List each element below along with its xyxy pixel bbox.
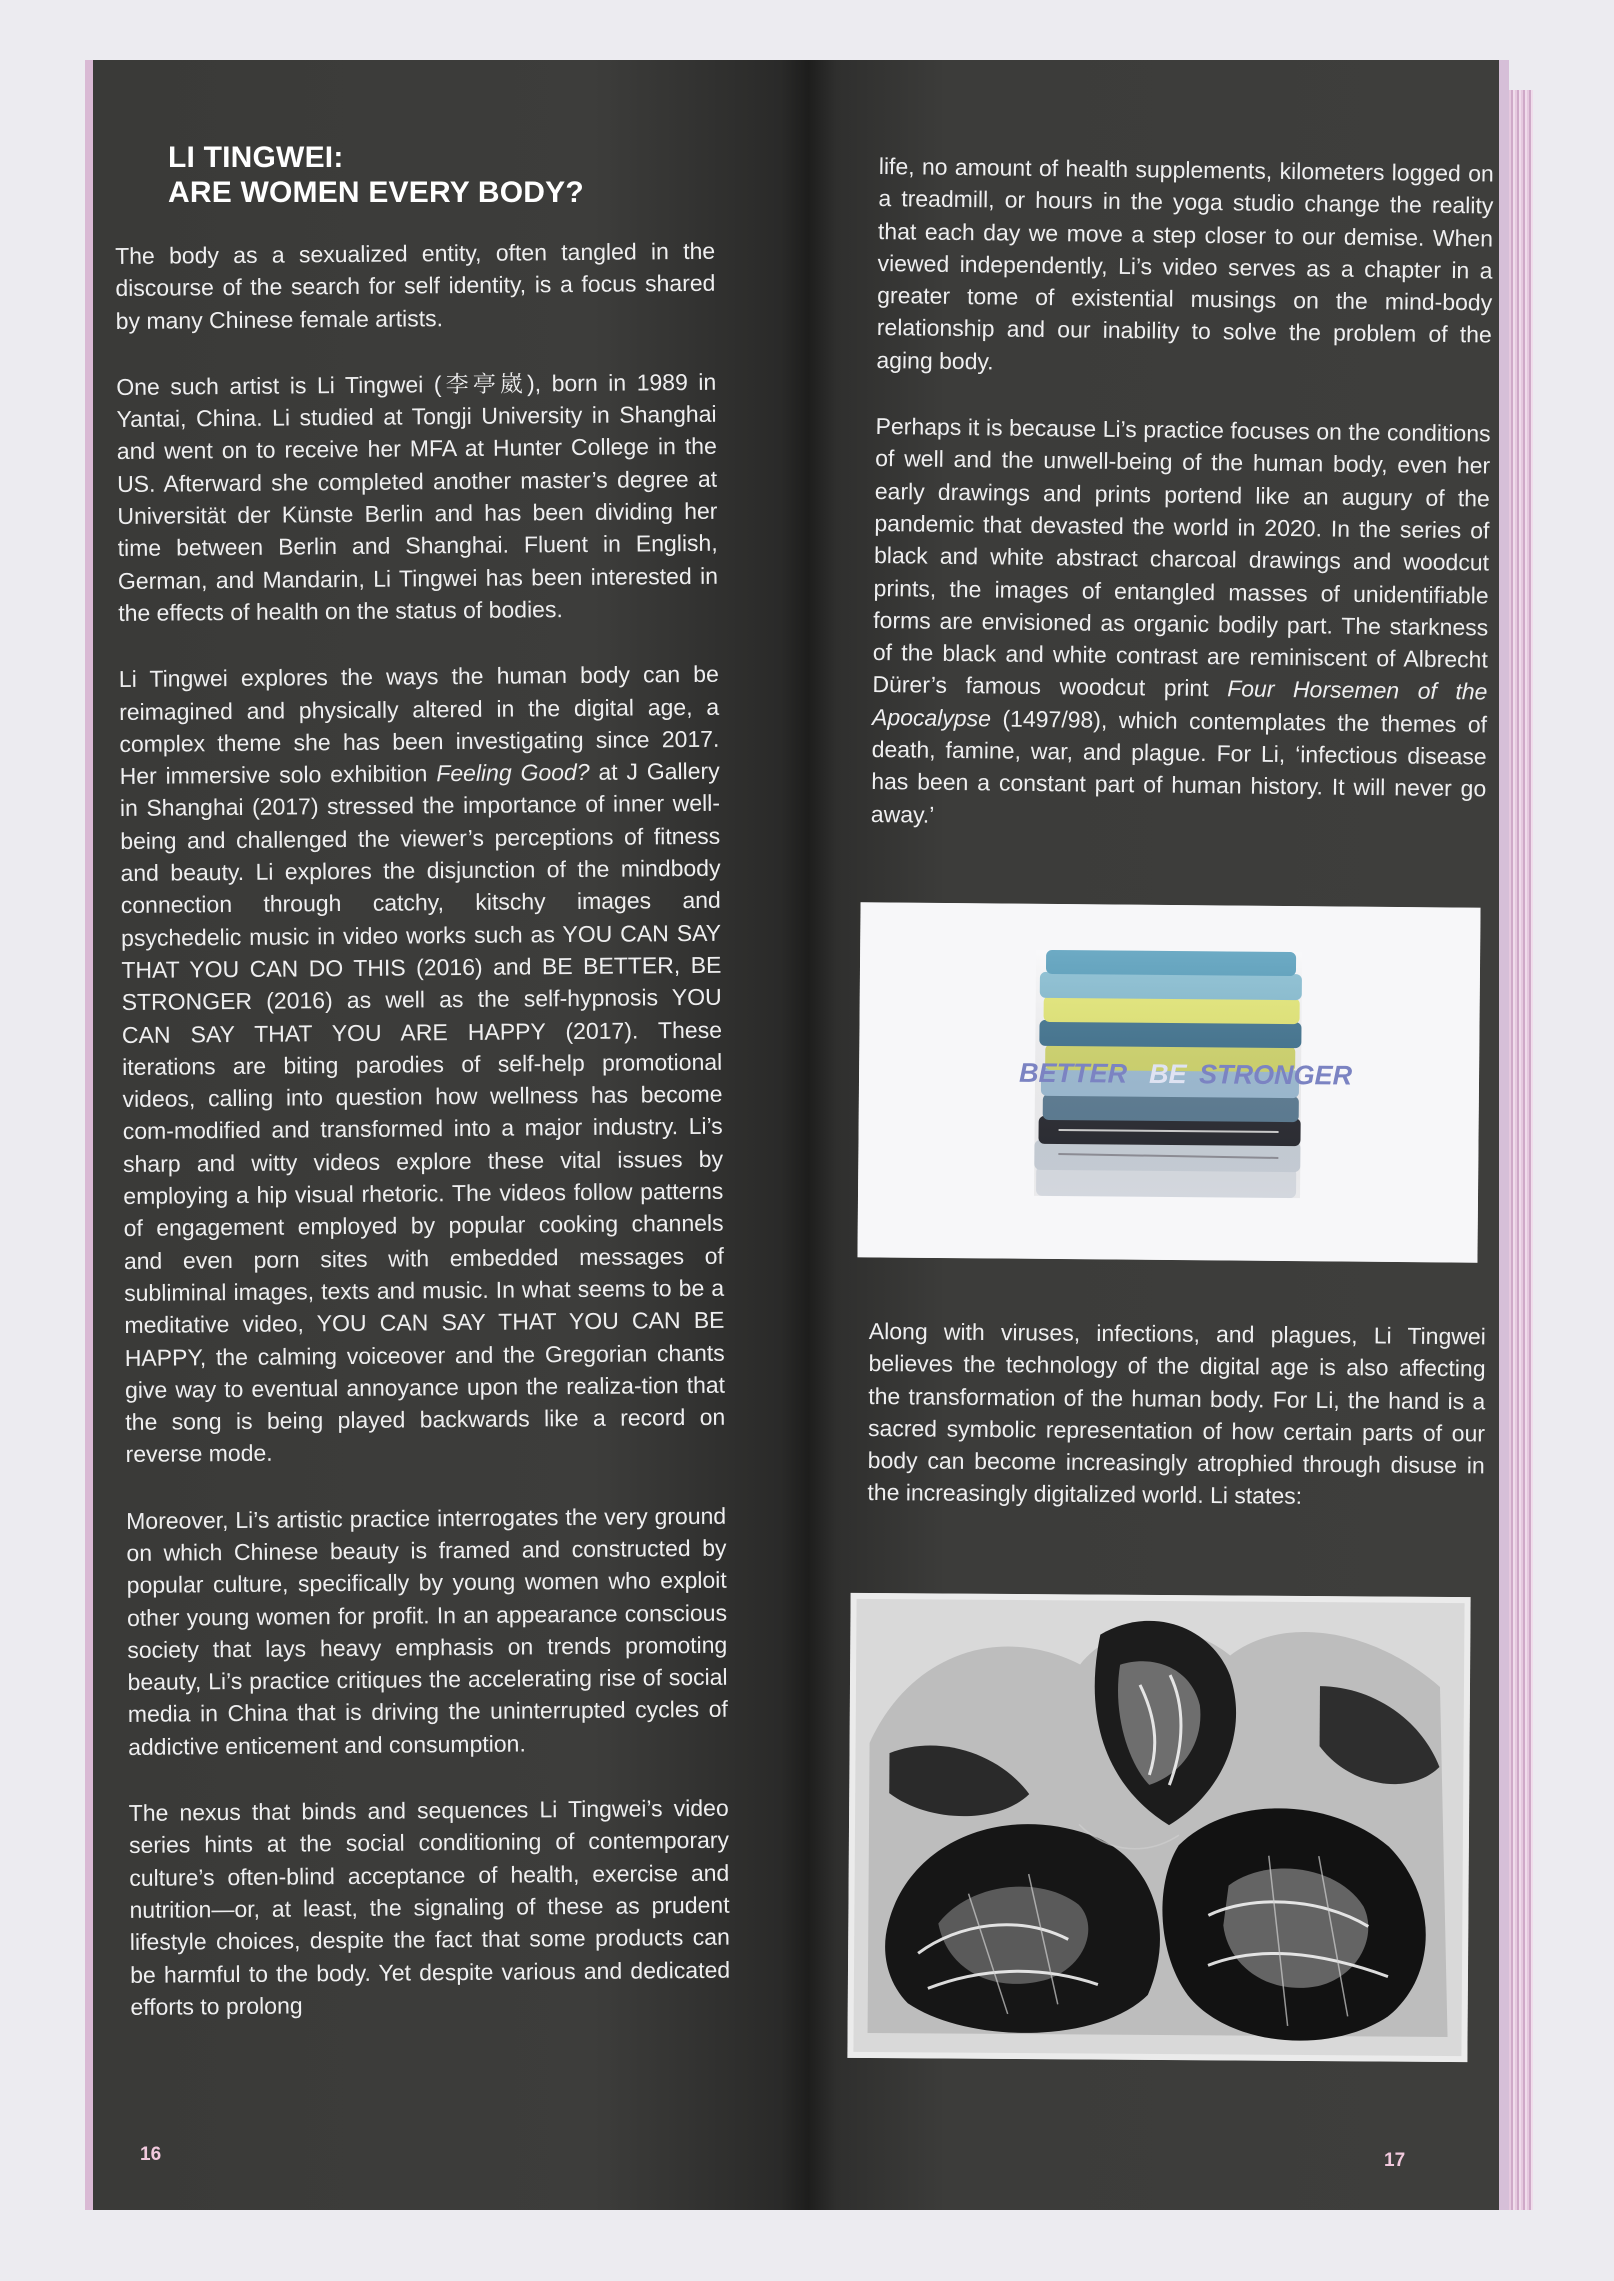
page-number-left: 16 [140,2144,162,2165]
image-text-better: BETTER [1018,1057,1128,1089]
page-edge-stack [1509,90,1533,2210]
heading-line-2: ARE WOMEN EVERY BODY? [168,176,584,209]
abstract-woodcut-illustration [847,1593,1470,2062]
right-text-column-bottom [867,1315,1486,1514]
paragraph [119,658,726,1471]
paragraph [871,410,1491,837]
artwork-title: Four Horsemen of the Apocalypse [871,675,1488,732]
exhibition-title: Feeling Good? [436,759,590,787]
video-still-image [857,902,1480,1262]
magazine-spread [85,60,1525,2210]
paragraph-text: (1497/98), which contemplates the themes of death, famine, war, and plague. For Li, ‘infectious disease has been a constant part of human history. It will never go away.’ [870,705,1488,828]
paragraph: The nexus that binds and sequences Li Tingwei’s video series hints at the social conditioning of contemporary culture’s often-blind acceptance of health, exercise and nutrition—or, at least, the signaling of these as prudent lifestyle choices, despite the fact that some products can be harmful to the body. Yet despite various and dedicated efforts to prolong [128,1794,731,2020]
heading-line-1: LI TINGWEI: [168,141,344,174]
woodcut-print-image [847,1593,1470,2062]
image-text-stronger: STRONGER [1198,1059,1353,1091]
paragraph: Moreover, Li’s artistic practice interrogates the very ground on which Chinese beauty is framed and constructed by popular culture, specifically by young women who exploit other young women for profit. In an appearance conscious society that lays heavy emphasis on trends promoting beauty, Li’s practice critiques the accelerating rise of social media in China that is driving the uninterrupted cycles of addictive enticement and consumption. [126,1502,728,1760]
left-text-column [115,235,731,2023]
image-text-be: BE [1148,1058,1187,1090]
right-page [809,60,1509,2210]
right-text-column-top [871,150,1494,837]
paragraph: The body as a sexualized entity, often tangled in the discourse of the search for self identity, is a focus shared by many Chinese female artists. [115,237,716,334]
page-number-right: 17 [1384,2150,1406,2171]
paragraph-text: Perhaps it is because Li’s practice focuses on the conditions of well and the unwell-being of the human body, even her early drawings and prints portend like an augury of the pandemic that devasted the world in 2020. In the series of black and white abstract charcoal drawings and woodcut prints, the images of entangled masses of unidentifiable forms are envisioned as organic bodily part. The starkness of the black and white contrast are reminiscent of Albrecht Dürer’s famous woodcut print [872,413,1491,702]
paragraph: One such artist is Li Tingwei (李亭崴), born in 1989 in Yantai, China. Li studied at Tongji University in Shanghai and went on to receive her MFA at Hunter College in the US. Afterward she completed another master’s degree at Universität der Künste Berlin and has been dividing her time between Berlin and Shanghai. Fluent in English, German, and Mandarin, Li Tingwei has been interested in the effects of health on the status of bodies. [116,368,719,626]
left-page [85,60,809,2210]
paragraph: Along with viruses, infections, and plagues, Li Tingwei believes the technology of the digital age is also affecting the transformation of the human body. For Li, the hand is a sacred symbolic representation of how certain parts of our body can become increasingly atrophied through disuse in the increasingly digitalized world. Li states: [867,1317,1486,1510]
supplement-bars-illustration [857,902,1480,1262]
paragraph: life, no amount of health supplements, kilometers logged on a treadmill, or hours in the yoga studio change the reality that each day we move a step closer to our demise. When viewed independently, Li’s video serves as a chapter in a greater tome of existential musings on the mind-body relationship and our inability to solve the problem of the aging body. [876,152,1494,375]
paragraph-text: at J Gallery in Shanghai (2017) stressed the importance of inner well-being and challenged the viewer’s perceptions of fitness and beauty. Li explores the disjunction of the mindbody connection through catchy, kitschy images and psychedelic music in video works such as YOU CAN SAY THAT YOU CAN DO THIS (2016) and BE BETTER, BE STRONGER (2016) as well as the self-hypnosis YOU CAN SAY THAT YOU ARE HAPPY (2017). These iterations are biting parodies of self-help promotional videos, calling into question how wellness has become com-modified and transformed into a major industry. Li’s sharp and witty videos explore these vital issues by employing a hip visual rhetoric. The videos follow patterns of engagement employed by popular cooking channels and even porn sites with embedded messages of subliminal images, texts and music. In what seems to be a meditative video, YOU CAN SAY THAT YOU CAN BE HAPPY, the calming voiceover and the Gregorian chants give way to eventual annoyance upon the realiza-tion that the song is being played backwards like a record on reverse mode. [119,757,726,1468]
article-heading [168,140,584,210]
paragraph-text: Li Tingwei explores the ways the human body can be reimagined and physically altered in the digital age, a complex theme she has been investigating since 2017. Her immersive solo exhibition [118,661,720,790]
